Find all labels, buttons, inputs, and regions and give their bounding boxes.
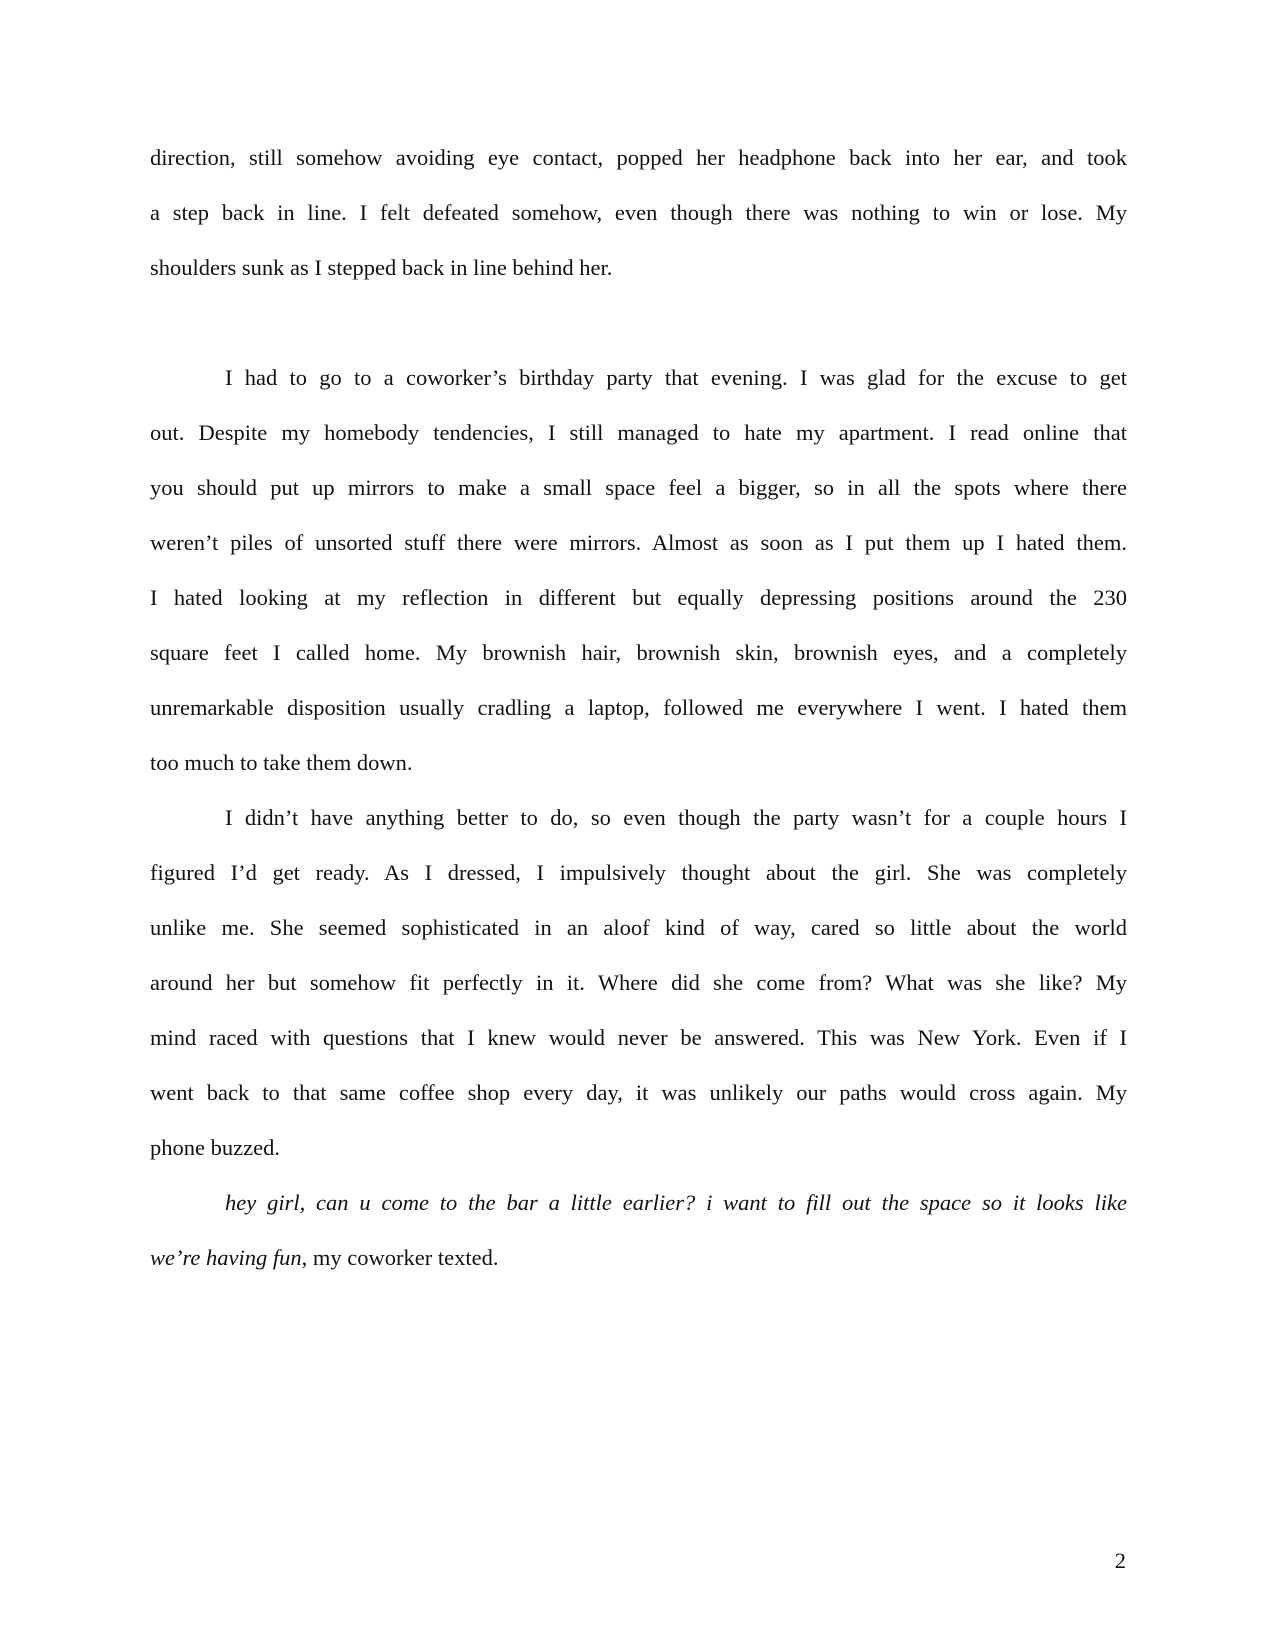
paragraph-1-line-2: a step back in line. I felt defeated somehow, even though there was nothing to win or lose. My xyxy=(150,200,1127,225)
text-message-line-2: we’re having fun xyxy=(150,1245,302,1270)
paragraph-2-line-1: I had to go to a coworker’s birthday party that evening. I was glad for the excuse to get xyxy=(225,365,1127,390)
paragraph-3-line-2: figured I’d get ready. As I dressed, I impulsively thought about the girl. She was completely xyxy=(150,860,1127,885)
paragraph-3-line-3: unlike me. She seemed sophisticated in an aloof kind of way, cared so little about the world xyxy=(150,915,1127,940)
paragraph-3-line-4: around her but somehow fit perfectly in it. Where did she come from? What was she like? My xyxy=(150,970,1127,995)
paragraph-1-line-3: shoulders sunk as I stepped back in line behind her. xyxy=(150,255,613,280)
paragraph-3-line-6: went back to that same coffee shop every day, it was unlikely our paths would cross again. My xyxy=(150,1080,1127,1105)
text-message-line-1: hey girl, can u come to the bar a little earlier? i want to fill out the space so it looks like xyxy=(225,1190,1127,1215)
paragraph-4-line-2 xyxy=(150,1243,498,1273)
attribution-text: , my coworker texted. xyxy=(301,1245,499,1270)
paragraph-3-line-7: phone buzzed. xyxy=(150,1135,280,1160)
paragraph-2-line-8: too much to take them down. xyxy=(150,750,413,775)
paragraph-1-line-1: direction, still somehow avoiding eye contact, popped her headphone back into her ear, and took xyxy=(150,145,1127,170)
paragraph-2-line-2: out. Despite my homebody tendencies, I still managed to hate my apartment. I read online that xyxy=(150,420,1127,445)
paragraph-2-line-3: you should put up mirrors to make a small space feel a bigger, so in all the spots where there xyxy=(150,475,1127,500)
paragraph-3-line-5: mind raced with questions that I knew would never be answered. This was New York. Even if I xyxy=(150,1025,1127,1050)
paragraph-2-line-6: square feet I called home. My brownish hair, brownish skin, brownish eyes, and a completely xyxy=(150,640,1127,665)
paragraph-2-line-4: weren’t piles of unsorted stuff there were mirrors. Almost as soon as I put them up I hated them. xyxy=(150,530,1127,555)
paragraph-3-line-1: I didn’t have anything better to do, so even though the party wasn’t for a couple hours I xyxy=(225,805,1127,830)
paragraph-2-line-7: unremarkable disposition usually cradling a laptop, followed me everywhere I went. I hated them xyxy=(150,695,1127,720)
paragraph-2-line-5: I hated looking at my reflection in different but equally depressing positions around the 230 xyxy=(150,585,1127,610)
page-number: 2 xyxy=(1114,1548,1126,1573)
